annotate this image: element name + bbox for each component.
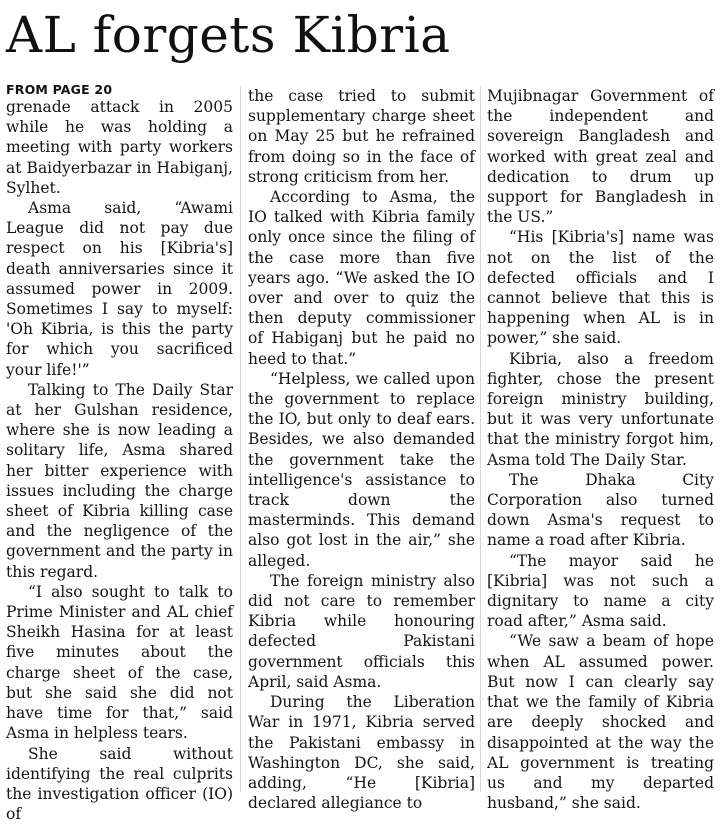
paragraph: During the Liberation War in 1971, Kibria served the Pakistani embassy in Washington DC, she said, adding, “He [Kibria] declared allegiance to	[248, 692, 475, 813]
paragraph: “Helpless, we called upon the government to replace the IO, but only to deaf ears. Besides, we also demanded the government take the intelligence's assistance to track down the masterminds. This demand also got lost in the air,” she alleged.	[248, 369, 475, 571]
paragraph: “His [Kibria's] name was not on the list of the defected officials and I cannot believe that this is happening when AL is in power,” she said.	[487, 227, 714, 348]
paragraph: According to Asma, the IO talked with Kibria family only once since the filing of the case more than five years ago. “We asked the IO over and over to quiz the then deputy commissioner of Habiganj but he paid no heed to that.”	[248, 187, 475, 369]
paragraph: The Dhaka City Corporation also turned down Asma's request to name a road after Kibria.	[487, 470, 714, 551]
headline: AL forgets Kibria	[6, 2, 451, 68]
article-column-1	[6, 82, 233, 824]
paragraph: Talking to The Daily Star at her Gulshan residence, where she is now leading a solitary life, Asma shared her bitter experience with issues including the charge sheet of Kibria killing case and the negligence of the government and the party in this regard.	[6, 380, 233, 582]
article-column-3	[487, 86, 714, 813]
paragraph: “The mayor said he [Kibria] was not such a dignitary to name a city road after,” Asma said.	[487, 551, 714, 632]
paragraph: “I also sought to talk to Prime Minister and AL chief Sheikh Hasina for at least five minutes about the charge sheet of the case, but she said she did not have time for that,” said Asma in helpless tears.	[6, 582, 233, 744]
paragraph: Mujibnagar Government of the independent and sovereign Bangladesh and worked with great zeal and dedication to drum up support for Bangladesh in the US.”	[487, 86, 714, 227]
paragraph: the case tried to submit supplementary charge sheet on May 25 but he refrained from doing so in the face of strong criticism from her.	[248, 86, 475, 187]
paragraph: Kibria, also a freedom fighter, chose the present foreign ministry building, but it was very unfortunate that the ministry forgot him, Asma told The Daily Star.	[487, 349, 714, 470]
paragraph: She said without identifying the real culprits the investigation officer (IO) of	[6, 744, 233, 824]
paragraph: The foreign ministry also did not care to remember Kibria while honouring defected Pakistani government officials this April, said Asma.	[248, 571, 475, 692]
paragraph: “We saw a beam of hope when AL assumed power. But now I can clearly say that we the family of Kibria are deeply shocked and disappointed at the way the AL government is treating us and my departed husband,” she said.	[487, 631, 714, 813]
paragraph: Asma said, “Awami League did not pay due respect on his [Kibria's] death anniversaries since it assumed power in 2009. Sometimes I say to myself: 'Oh Kibria, is this the party for which you sacrificed your life!'”	[6, 198, 233, 380]
paragraph: grenade attack in 2005 while he was holding a meeting with party workers at Baidyerbazar in Habiganj, Sylhet.	[6, 97, 233, 198]
article-column-2	[248, 86, 475, 813]
from-page-label: FROM PAGE 20	[6, 82, 233, 97]
column-divider	[240, 86, 241, 792]
column-divider	[480, 86, 481, 792]
